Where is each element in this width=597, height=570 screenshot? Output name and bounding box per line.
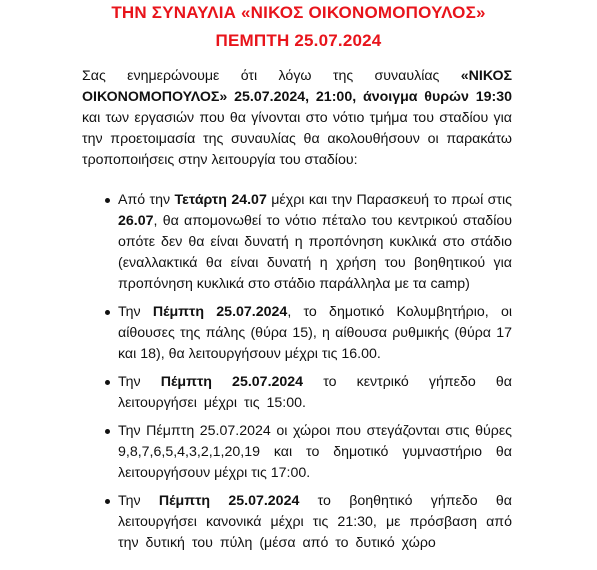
list-item — [118, 372, 512, 414]
list-item — [118, 491, 512, 554]
changes-list — [118, 190, 512, 561]
list-item — [118, 302, 512, 365]
item-text: μέχρι και την Παρασκευή το πρωί στις — [266, 192, 512, 208]
list-item — [118, 190, 512, 295]
item-text: το κεντρικό γήπεδο θα λειτουργήσει μέχρι τις 15:00. — [118, 374, 512, 411]
item-bold-date: Πέμπτη 25.07.2024 — [158, 493, 300, 509]
item-text: Την — [118, 304, 153, 320]
list-item — [118, 421, 512, 484]
item-text: Από την — [118, 192, 175, 208]
item-bold-date: Πέμπτη 25.07.2024 — [160, 374, 304, 390]
item-text: Την — [118, 493, 159, 509]
item-text: Την Πέμπτη 25.07.2024 οι χώροι που στεγάζονται στις θύρες 9,8,7,6,5,4,3,2,1,20,19 και το δημοτικό γυμναστήριο θα λειτουργήσουν μέχρι τις 17:00. — [118, 423, 512, 481]
item-text: το βοηθητικό γήπεδο θα λειτουργήσει κανονικά μέχρι τις 21:30, με πρόσβαση από την δυτική του πύλη (μέσα από το δυτικό χώρο — [118, 493, 512, 551]
announcement-date: ΠΕΜΠΤΗ 25.07.2024 — [215, 31, 382, 50]
item-text: Την — [118, 374, 161, 390]
announcement-title: ΤΗΝ ΣΥΝΑΥΛΙΑ «ΝΙΚΟΣ ΟΙΚΟΝΟΜΟΠΟΥΛΟΣ» — [111, 3, 486, 22]
item-bold-date: Πέμπτη 25.07.2024 — [152, 304, 288, 320]
intro-concert-details: «ΝΙΚΟΣ ΟΙΚΟΝΟΜΟΠΟΥΛΟΣ» 25.07.2024, 21:00, άνοιγμα θυρών 19:30 — [82, 68, 512, 105]
item-text: , το δημοτικό Κολυμβητήριο, οι αίθουσες της πάλης (θύρα 15), η αίθουσα ρυθμικής (θύρα 17 και 18), θα λειτουργήσουν μέχρι τις 16.00. — [118, 304, 512, 362]
intro-paragraph — [82, 66, 512, 171]
item-bold-date: Τετάρτη 24.07 — [174, 192, 267, 208]
intro-text: Σας ενημερώνουμε ότι λόγω της συναυλίας — [82, 68, 461, 84]
item-bold-date: 26.07 — [118, 213, 154, 229]
item-text: , θα απομονωθεί το νότιο πέταλο του κεντρικού σταδίου οπότε δεν θα είναι δυνατή η προπόνηση κυκλικά στο στάδιο (εναλλακτικά θα είναι δυνατή η χρήση του βοηθητικού για προπόνηση κυκλικά στο στάδιο παράλληλα με τα camp) — [118, 213, 512, 292]
intro-text-continued: και των εργασιών που θα γίνονται στο νότιο τμήμα του σταδίου για την προετοιμασία της συναυλίας θα ακολουθήσουν οι παρακάτω τροποποιήσεις στην λειτουργία του σταδίου: — [82, 110, 512, 168]
